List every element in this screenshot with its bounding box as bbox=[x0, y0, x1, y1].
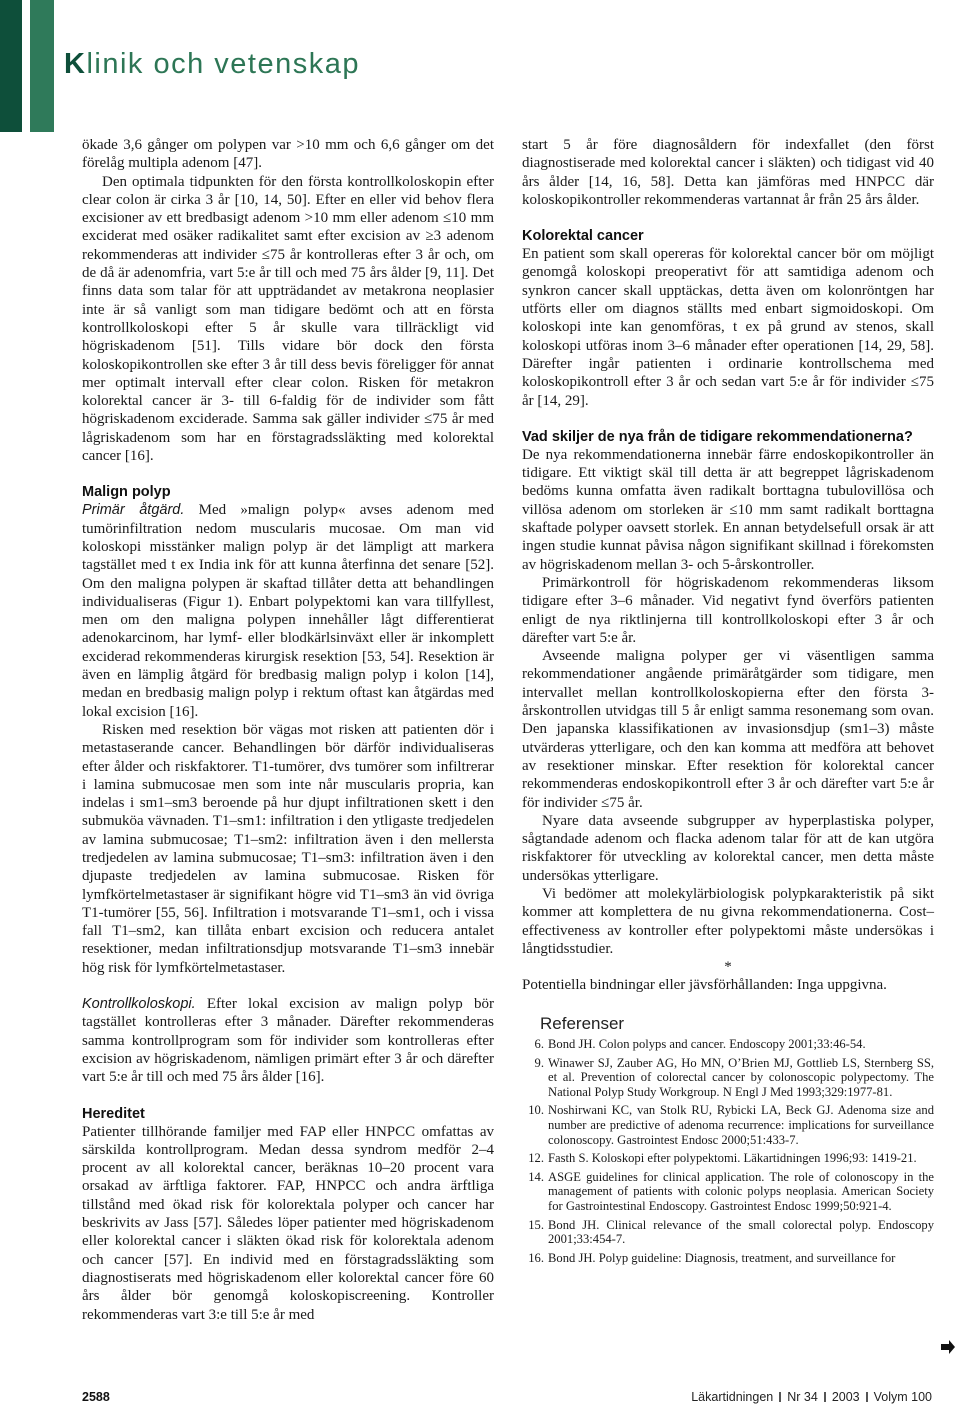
continue-arrow-icon bbox=[940, 1339, 956, 1355]
page-header bbox=[0, 0, 960, 136]
spacer bbox=[82, 977, 494, 995]
paragraph-text: Med »malign polyp« avses adenom med tumörinfiltration nedom muscularis mucosae. Om man vid koloskopi misstänker malign polyp är det lämpligt att markera tagstället med t ex India ink för att kunna återfinna det senare [52]. Om den maligna polypen är skaftad tillåter detta att behandlingen individualiseras (Figur 1). Enbart polypektomi kan vara tillfyllest, men om den maligna polypen innehåller lågt differentierat adenokarcinom, har lymf- eller blodkärlsinväxt eller är inkomplett exciderad rekommenderas kirurgisk resektion [53, 54]. Resektion är även en lämplig åtgärd för bredbasig malign polyp i kolon [14], medan en bredbasig malign polyp i rektum oftast kan åtgärdas med lokal excision [16]. bbox=[82, 502, 494, 720]
section-title-initial: K bbox=[64, 48, 87, 80]
footer-separator bbox=[824, 1392, 826, 1402]
heading-malign-polyp: Malign polyp bbox=[82, 484, 171, 501]
page-number: 2588 bbox=[82, 1390, 110, 1404]
reference-text: Bond JH. Polyp guideline: Diagnosis, treatment, and surveillance for bbox=[548, 1250, 896, 1265]
paragraph: Nyare data avseende subgrupper av hyperplastiska polyper, sågtandade adenom och flacka adenom talar för att de kan utgöra riskfaktorer för utveckling av kolorektal cancer, men detta måste undersökas ytterligare. bbox=[522, 812, 934, 884]
reference-text: ASGE guidelines for clinical application. The role of colonoscopy in the management of patients with colonic polyps neoplasia. American Society for Gastrointestinal Endoscopy. Gastrointest Endosc 1999;50:921-4. bbox=[548, 1169, 934, 1213]
paragraph bbox=[82, 995, 494, 1086]
section-title-rest: linik och vetenskap bbox=[86, 48, 360, 80]
spacer bbox=[522, 209, 934, 227]
reference-item bbox=[522, 1056, 934, 1100]
paragraph: ökade 3,6 gånger om polypen var >10 mm och 6,6 gånger om det förelåg multipla adenom [47]. bbox=[82, 137, 494, 172]
left-column bbox=[82, 136, 494, 1324]
footer-separator bbox=[866, 1392, 868, 1402]
reference-text: Noshirwani KC, van Stolk RU, Rybicki LA, Beck GJ. Adenoma size and number are predictive of adenoma recurrence: implications for surveillance colonoscopy. Gastrointest Endosc 2000;51:433-7. bbox=[548, 1103, 934, 1147]
journal-name: Läkartidningen bbox=[691, 1390, 774, 1404]
heading-kolorektal-cancer: Kolorektal cancer bbox=[522, 228, 644, 245]
journal-year: 2003 bbox=[831, 1390, 860, 1404]
subheading-kontrollkoloskopi: Kontrollkoloskopi. bbox=[82, 996, 196, 1013]
reference-item bbox=[522, 1251, 934, 1266]
reference-number: 14. bbox=[528, 1169, 544, 1184]
reference-text: Fasth S. Koloskopi efter polypektomi. Läkartidningen 1996;93: 1419-21. bbox=[548, 1151, 917, 1166]
right-column bbox=[522, 136, 934, 1269]
disclosure: Potentiella bindningar eller jävsförhållanden: Inga uppgivna. bbox=[522, 977, 887, 994]
footer-separator bbox=[779, 1392, 781, 1402]
spacer bbox=[82, 1087, 494, 1105]
reference-number: 10. bbox=[528, 1103, 544, 1118]
references-title: Referenser bbox=[540, 1013, 625, 1033]
header-bar-dark bbox=[0, 0, 22, 132]
paragraph: Primärkontroll för högriskadenom rekommenderas liksom tidigare efter 3–6 månader. Vid negativt fynd överförs patienten enligt de nya riktlinjerna till kontrollkoloskopi efter 3 år och därefter vart 5:e år. bbox=[522, 574, 934, 646]
reference-item bbox=[522, 1218, 934, 1247]
paragraph: Vi bedömer att molekylärbiologisk polypkarakteristik på sikt kommer att komplettera de nu givna rekommendationerna. Cost–effectiveness av kontroller efter polypektomi måste undersökas i långtidsstudier. bbox=[522, 885, 934, 957]
paragraph: En patient som skall opereras för kolorektal cancer bör om möjligt genomgå koloskopi preoperativt för att samtidiga adenom och synkron cancer skall upptäckas, detta även om kolonröntgen har utförts eller om diagnos ställts med enbart sigmoidoskopi. Om koloskopi inte kan genomföras, t ex på grund av stenos, skall koloskopi utföras inom 3–6 månader efter operationen [14, 29, 58]. Därefter ingår patienten i ordinarie kontrollschema med koloskopikontroll efter 3 år och sedan vart 5:e år för individer ≤75 år [14, 29]. bbox=[522, 246, 934, 409]
reference-number: 16. bbox=[528, 1250, 544, 1265]
spacer bbox=[522, 410, 934, 428]
paragraph: De nya rekommendationerna innebär färre endoskopikontroller än tidigare. Ett viktigt skäl till detta är att begreppet lågriskadenom bedöms kunna omfatta även radikalt borttagna tubulovillösa och villösa adenom om storleken är ≤10 mm samt radikalt borttagna skaftade polyper oavsett storlek. En annan betydelsefull orsak är att ingen studie kunnat påvisa någon signifikant skillnad i förekomsten av högriskadenom mellan 3- och 5-årskontroller. bbox=[522, 446, 934, 573]
reference-number: 9. bbox=[534, 1055, 544, 1070]
paragraph: Den optimala tidpunkten för den första kontrollkoloskopin efter clear colon är cirka 3 år [10, 14, 50]. Efter en eller vid behov flera excisioner av ett bredbasigt adenom >10 mm eller adenom ≤10 mm exciderat med osäker radikalitet samt efter excision av ≥3 adenom rekommenderas att individer ≤75 år kontrolleras efter 3 år och, om de då är adenomfria, vart 5:e år till och med 75 års ålder [9, 11]. Det finns data som talar för att uppträdandet av metakrona neoplasier inte är så vanligt som man tidigare bedömt och att en första kontrollkoloskopi efter 5 år skulle vara tillräckligt vid högriskadenom [51]. Tills vidare bör dock den första koloskopikontrollen ske efter 3 år till dess bevis föreligger för annat mer optimalt intervall efter clear colon. Risken för metakron kolorektal cancer är 3- till 6-faldig för de individer som fått högriskadenom exciderade. Samma sak gäller individer ≤75 år med lågriskadenom som har en förstagradssläkting med kolorektal cancer [16]. bbox=[82, 173, 494, 465]
spacer bbox=[82, 465, 494, 483]
journal-footer bbox=[691, 1390, 932, 1404]
reference-item bbox=[522, 1037, 934, 1052]
paragraph bbox=[82, 501, 494, 721]
heading-hereditet: Hereditet bbox=[82, 1105, 145, 1122]
journal-issue: Nr 34 bbox=[787, 1390, 818, 1404]
reference-item bbox=[522, 1170, 934, 1214]
paragraph: start 5 år före diagnosåldern för indexfallet (den först diagnostiserade med kolorektal cancer i släkten) och tidigast vid 40 års ålder [14, 16, 58]. Detta kan jämföras med HNPCC där koloskopikontroller rekommenderas vartannat år från 25 års ålder. bbox=[522, 137, 934, 208]
paragraph-text: Efter lokal excision av malign polyp bör tagstället kontrolleras efter 3 månader. Därefter rekommenderas samma kontrollprogram som för individer som kontrolleras efter excision av högriskadenom, nämligen primärt efter 3 år och därefter vart 5:e år till och med 75 års ålder [16]. bbox=[82, 996, 494, 1086]
reference-text: Bond JH. Clinical relevance of the small colorectal polyp. Endoscopy 2001;33:454-7. bbox=[548, 1217, 934, 1247]
paragraph: Avseende maligna polyper ger vi väsentligen samma rekommendationer angående primäråtgärder som tidigare, men intervallet mellan kontrollkoloskopierna efter den första 3-årskontrollen utvidgas till 5 år enligt samma resonemang som ovan. Den japanska klassifikationen av invasionsdjup (sm1–3) måste utvärderas ytterligare, och den kan komma att medföra att behovet av resektioner minskar. Efter resektion för kolorektal cancer rekommenderas endoskopikontroll efter 3 år och därefter vart 5:e år för individer ≤75 år. bbox=[522, 648, 934, 811]
reference-number: 15. bbox=[528, 1217, 544, 1232]
paragraph: Patienter tillhörande familjer med FAP eller HNPCC omfattas av särskilda kontrollprogram. Medan dessa syndrom medför 2–4 procent av all kolorektal cancer, beräknas 10–20 procent vara orsakad av ärftliga faktorer. FAP, HNPCC och andra ärftliga tillstånd med ökad risk för kolorektala polyper och cancer har beskrivits av Jass [57]. Således löper patienter med högriskadenom eller kolorektal cancer i släkten ökad risk för kolorektala adenom och cancer [57]. En individ med en förstagradssläkting som diagnostiserats med högriskadenom eller kolorektal cancer före 60 års ålder bör genomgå koloskopiscreening. Kontroller rekommenderas vart 3:e till 5:e år med bbox=[82, 1123, 494, 1323]
subheading-primar-atgard: Primär åtgärd. bbox=[82, 502, 185, 519]
reference-item bbox=[522, 1151, 934, 1166]
reference-text: Winawer SJ, Zauber AG, Ho MN, O’Brien MJ, Gottlieb LS, Sternberg SS, et al. Prevention of colorectal cancer by colonoscopic polypectomy. The National Polyp Study Workgroup. N Engl J Med 1993;329:1977-81. bbox=[548, 1055, 934, 1099]
journal-volume: Volym 100 bbox=[873, 1390, 932, 1404]
header-bar-mid bbox=[30, 0, 54, 132]
reference-text: Bond JH. Colon polyps and cancer. Endoscopy 2001;33:46-54. bbox=[548, 1037, 866, 1052]
reference-number: 12. bbox=[528, 1151, 544, 1166]
reference-number: 6. bbox=[534, 1037, 544, 1052]
section-title bbox=[64, 48, 360, 81]
separator-asterisk: * bbox=[724, 959, 732, 976]
reference-item bbox=[522, 1103, 934, 1147]
paragraph: Risken med resektion bör vägas mot risken att patienten dör i metastaserande cancer. Behandlingen bör därför individualiseras efter ålder och riskfaktorer. T1-tumörer, dvs tumörer som infiltrerar i lamina submucosae men som inte når muscularis propria, kan indelas i sm1–sm3 beroende på hur djupt infiltrationen skett i den submuköa vävnaden. T1–sm1: infiltration i den ytligaste tredjedelen av lamina submucosae; T1–sm2: infiltration även i den mellersta tredjedelen av lamina submucosae; T1–sm3: infiltration även i den djupaste tredjedelen av lamina submucosae. Risken för lymfkörtelmetastaser är signifikant högre vid T1–sm3 än vid övriga T1-tumörer [55, 56]. Infiltration i motsvarande T1–sm1, och i vissa fall T1–sm2, kan tillåta enbart excision och reducera antalet resektioner, medan infiltrationsdjup motsvarande T1–sm3 innebär hög risk för lymfkörtelmetastaser. bbox=[82, 721, 494, 976]
reference-list bbox=[522, 1037, 934, 1265]
heading-nya-rekommendationer: Vad skiljer de nya från de tidigare rekommendationerna? bbox=[522, 428, 913, 445]
